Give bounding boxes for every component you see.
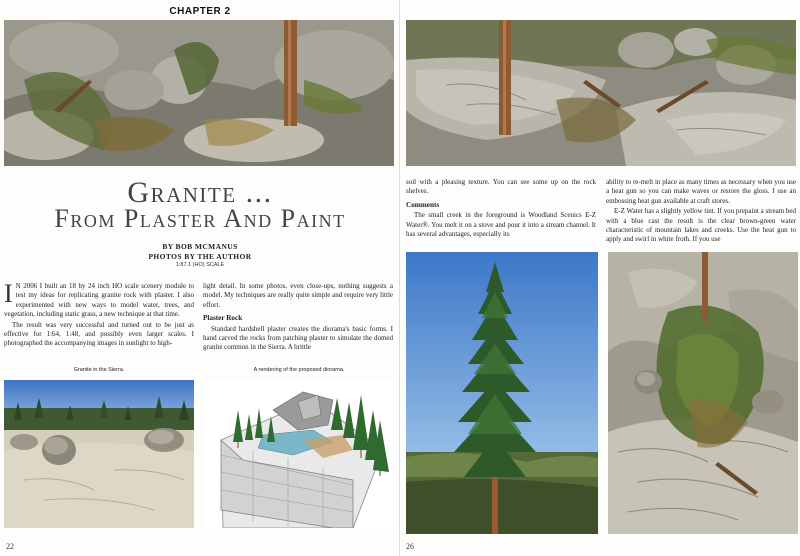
paragraph: E-Z Water has a slightly yellow tint. If you prepaint a stream bed with a blue cast the result is the clear brown-green water characteristic of mountain lakes and creeks. Use the heat gun to apply and swirl in white froth. If you use <box>606 207 796 244</box>
paragraph: The small creek in the foreground is Woodland Scenics E-Z Water®. You melt it on a stove and pour it into a stream channel. It has several advantages, especially its <box>406 211 596 239</box>
pine-tree-model-photo <box>406 252 598 534</box>
paragraph: Standard hardshell plaster creates the diorama's basic forms. I hand carved the rocks from patching plaster to simulate the domed granite common in the Sierra. A brittle <box>203 324 393 352</box>
right-column-2 <box>606 178 796 246</box>
chapter-heading: CHAPTER 2 <box>169 6 231 17</box>
scale-note: 1:87.1 (HO) SCALE <box>175 262 225 268</box>
diorama-photo-top-left <box>4 20 394 166</box>
right-column-1 <box>406 178 596 240</box>
paragraph: soil with a pleasing texture. You can see some up on the rock shelves. <box>406 178 596 196</box>
diorama-photo-top-right <box>406 20 796 166</box>
right-page <box>400 0 800 556</box>
page-number-right: 26 <box>406 542 414 551</box>
paragraph: N 2006 I built an 18 by 24 inch HO scale scenery module to test my ideas for replicating granite rock with plaster. I also experimented with new ways to model water, trees, and vegetation, including static grass, a new technique at that time. <box>4 282 194 319</box>
sierra-granite-photo <box>4 380 194 528</box>
left-column-1 <box>4 279 194 350</box>
paragraph: light detail. In some photos, even close-ups, nothing suggests a model. My techniques are really quite simple and require very little effort. <box>203 282 393 309</box>
photo-caption: Granite in the Sierra. <box>73 367 125 373</box>
left-column-2 <box>203 282 393 354</box>
byline-photos: PHOTOS BY THE AUTHOR <box>148 252 252 261</box>
paragraph: ability to re-melt in place as many times as necessary when you use a heat gun so you can make waves or restore the gloss. I use an embossing heat gun available at craft stores. <box>606 178 796 205</box>
rock-closeup-photo <box>608 252 798 534</box>
article-title-line2: From Plaster And Paint <box>54 204 346 233</box>
rendering-caption: A rendering of the proposed diorama. <box>253 367 345 373</box>
page-number-left: 22 <box>6 542 14 551</box>
section-heading: Plaster Rock <box>203 314 243 323</box>
paragraph: The result was very successful and turned out to be just as effective for 1:64, 1:48, and possibly even larger scales. I photographed the accompanying images in sunlight to high- <box>4 320 194 348</box>
drop-cap: I <box>4 279 13 308</box>
section-heading: Comments <box>406 200 440 209</box>
diorama-rendering <box>203 380 395 528</box>
article-title-line1: Granite ... <box>127 176 273 209</box>
byline-author: BY BOB MCMANUS <box>162 242 238 251</box>
